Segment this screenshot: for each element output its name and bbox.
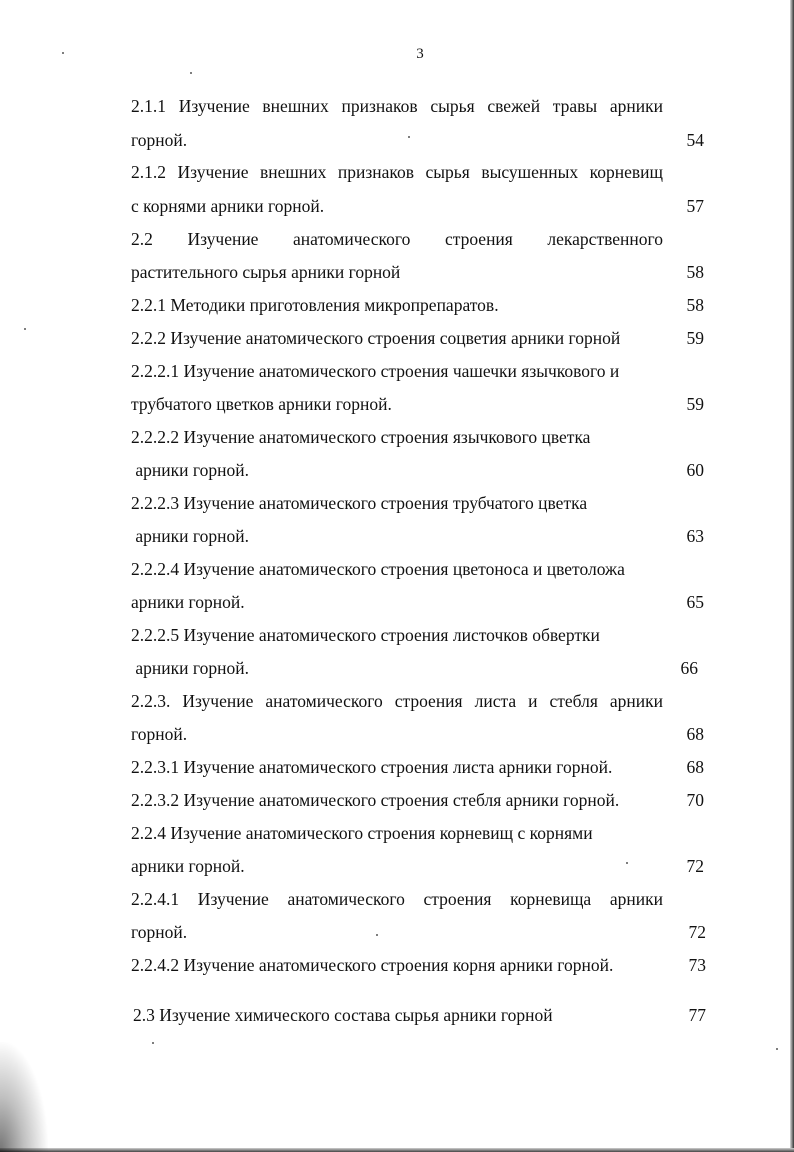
toc-entry-page: 54 <box>686 130 704 150</box>
toc-entry-page: 60 <box>686 460 704 480</box>
toc-entry-text: 2.1.2 Изучение внешних признаков сырья высушенных корневищ <box>131 162 663 182</box>
toc-entry-text-continued: арники горной. <box>131 658 249 678</box>
toc-entry-text-continued: арники горной. <box>131 592 245 612</box>
scan-speck <box>626 862 628 864</box>
page-edge-bottom <box>0 1148 794 1152</box>
toc-entry-page: 72 <box>688 922 706 942</box>
toc-entry-text: 2.2.1 Методики приготовления микропрепаратов. <box>131 295 499 315</box>
toc-entry-page: 59 <box>686 394 704 414</box>
toc-entry-text: 2.2.2.2 Изучение анатомического строения язычкового цветка <box>131 427 591 447</box>
toc-entry-text: 2.2.4 Изучение анатомического строения корневищ с корнями <box>131 823 593 843</box>
toc-entry-text-continued: горной. <box>131 724 188 744</box>
toc-entry-text: 2.2.4.2 Изучение анатомического строения корня арники горной. <box>131 955 614 975</box>
scan-shadow <box>0 1042 48 1152</box>
toc-entry-text: 2.2.4.1 Изучение анатомического строения корневища арники <box>131 889 663 909</box>
toc-entry-text-continued: горной. <box>131 922 188 942</box>
toc-entry-text: 2.2.3.1 Изучение анатомического строения листа арники горной. <box>131 757 613 777</box>
toc-entry-text-continued: горной. <box>131 130 188 150</box>
page-edge-right <box>790 0 794 1152</box>
toc-entry-text-continued: арники горной. <box>131 856 245 876</box>
toc-entry-text: 2.2.2.3 Изучение анатомического строения трубчатого цветка <box>131 493 588 513</box>
toc-entry-text: 2.3 Изучение химического состава сырья арники горной <box>133 1005 553 1025</box>
toc-entry-page: 68 <box>686 757 704 777</box>
toc-entry-text: 2.2.2.1 Изучение анатомического строения чашечки язычкового и <box>131 361 620 381</box>
toc-entry-page: 58 <box>686 262 704 282</box>
toc-entry-text-continued: трубчатого цветков арники горной. <box>131 394 392 414</box>
scan-speck <box>152 1042 154 1044</box>
toc-entry-text: 2.2.3. Изучение анатомического строения листа и стебля арники <box>131 691 663 711</box>
toc-entry-text: 2.2 Изучение анатомического строения лекарственного <box>131 229 663 249</box>
toc-entry-page: 70 <box>686 790 704 810</box>
toc-entry-page: 66 <box>680 658 698 678</box>
toc-entry-page: 57 <box>686 196 704 216</box>
toc-entry-page: 68 <box>686 724 704 744</box>
toc-entry-text-continued: растительного сырья арники горной <box>131 262 401 282</box>
toc-entry-text: 2.1.1 Изучение внешних признаков сырья свежей травы арники <box>131 96 663 116</box>
toc-entry-text-continued: арники горной. <box>131 460 249 480</box>
toc-entry-page: 63 <box>686 526 704 546</box>
toc-entry-text: 2.2.3.2 Изучение анатомического строения стебля арники горной. <box>131 790 620 810</box>
toc-entry-text: 2.2.2 Изучение анатомического строения соцветия арники горной <box>131 328 621 348</box>
toc-entry-page: 58 <box>686 295 704 315</box>
toc-entry-page: 59 <box>686 328 704 348</box>
scan-speck <box>24 328 26 330</box>
toc-entry-text: 2.2.2.4 Изучение анатомического строения цветоноса и цветоложа <box>131 559 625 579</box>
scan-speck <box>776 1048 778 1050</box>
toc-entry-page: 77 <box>688 1005 706 1025</box>
scan-speck <box>408 136 410 138</box>
toc-entry-page: 72 <box>686 856 704 876</box>
scan-speck <box>190 72 192 74</box>
page-number: 3 <box>416 46 424 62</box>
scan-speck <box>376 934 378 936</box>
toc-entry-text-continued: арники горной. <box>131 526 249 546</box>
toc-entry-text: 2.2.2.5 Изучение анатомического строения листочков обвертки <box>131 625 600 645</box>
toc-entry-text-continued: с корнями арники горной. <box>131 196 325 216</box>
toc-entry-page: 65 <box>686 592 704 612</box>
toc-entry-page: 73 <box>688 955 706 975</box>
